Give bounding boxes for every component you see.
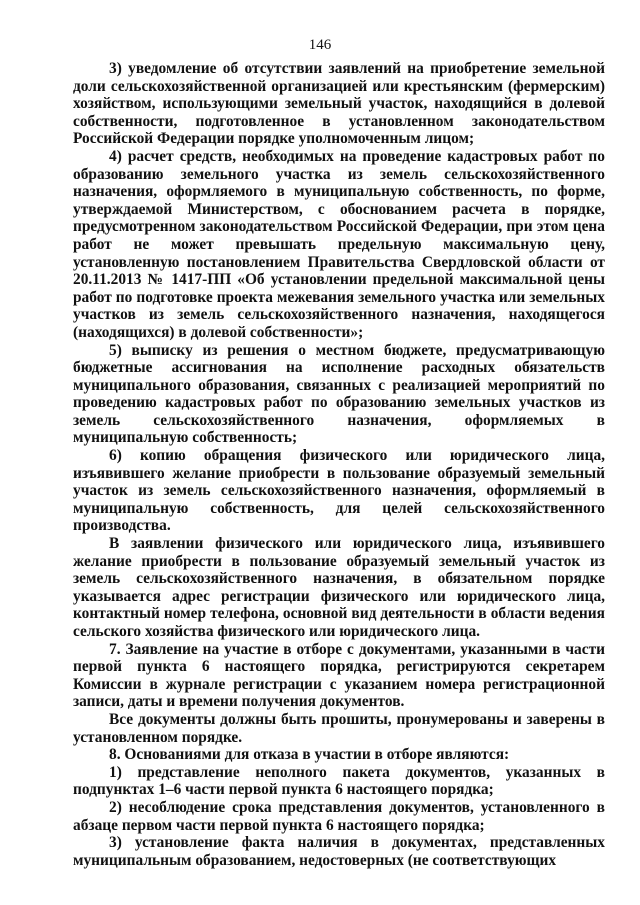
paragraph-refusal-3: 3) установление факта наличия в документах, представленных муниципальным образованием, недостоверных (не соответствующих: [73, 834, 605, 869]
paragraph-section-8: 8. Основаниями для отказа в участии в отборе являются:: [109, 746, 510, 764]
paragraph-documents-bound: Все документы должны быть прошиты, пронумерованы и заверены в установленном порядке.: [73, 710, 605, 746]
paragraph-item-4: 4) расчет средств, необходимых на проведение кадастровых работ по образованию земельного участка из земель сельскохозяйственного назначения, оформляемого в муниципальную собственность, по форме, утверждаемой Министерством, с обоснованием расчета в порядке, предусмотренном законодательством Российской Федерации, при этом цена работ не может превышать предельную максимальную цену, установленную постановлением Правительства Свердловской области от 20.11.2013 № 1417-ПП «Об установлении предельной максимальной цены работ по подготовке проекта межевания земельного участка или земельных участков из земель сельскохозяйственного назначения, находящегося (находящихся) в долевой собственности»;: [73, 147, 605, 341]
page-number: 146: [308, 37, 332, 53]
document-body: [73, 60, 605, 869]
paragraph-item-5: 5) выписку из решения о местном бюджете, предусматривающую бюджетные ассигнования на исполнение расходных обязательств муниципального образования, связанных с реализацией мероприятий по проведению кадастровых работ по образованию земельных участков из земель сельскохозяйственного назначения, оформляемых в муниципальную собственность;: [73, 341, 605, 447]
paragraph-section-7: 7. Заявление на участие в отборе с документами, указанными в части первой пункта 6 настоящего порядка, регистрируются секретарем Комиссии в журнале регистрации с указанием номера регистрационной записи, даты и времени получения документов.: [73, 640, 605, 711]
paragraph-item-3: 3) уведомление об отсутствии заявлений на приобретение земельной доли сельскохозяйственной организацией или крестьянским (фермерским) хозяйством, использующими земельный участок, находящийся в долевой собственности, подготовленное в установленном законодательством Российской Федерации порядке уполномоченным лицом;: [73, 60, 605, 148]
paragraph-refusal-1: 1) представление неполного пакета документов, указанных в подпунктах 1–6 части первой пункта 6 настоящего порядка;: [73, 763, 605, 799]
paragraph-application-requirements: В заявлении физического или юридического лица, изъявившего желание приобрести в пользование образуемый земельный участок из земель сельскохозяйственного назначения, в обязательном порядке указывается адрес регистрации физического или юридического лица, контактный номер телефона, основной вид деятельности в области ведения сельского хозяйства физического или юридического лица.: [73, 535, 605, 640]
paragraph-item-6: 6) копию обращения физического или юридического лица, изъявившего желание приобрести в пользование образуемый земельный участок из земель сельскохозяйственного назначения, оформляемый в муниципальную собственность, для целей сельскохозяйственного производства.: [73, 447, 605, 535]
paragraph-refusal-2: 2) несоблюдение срока представления документов, установленного в абзаце первом части первой пункта 6 настоящего порядка;: [73, 798, 605, 834]
